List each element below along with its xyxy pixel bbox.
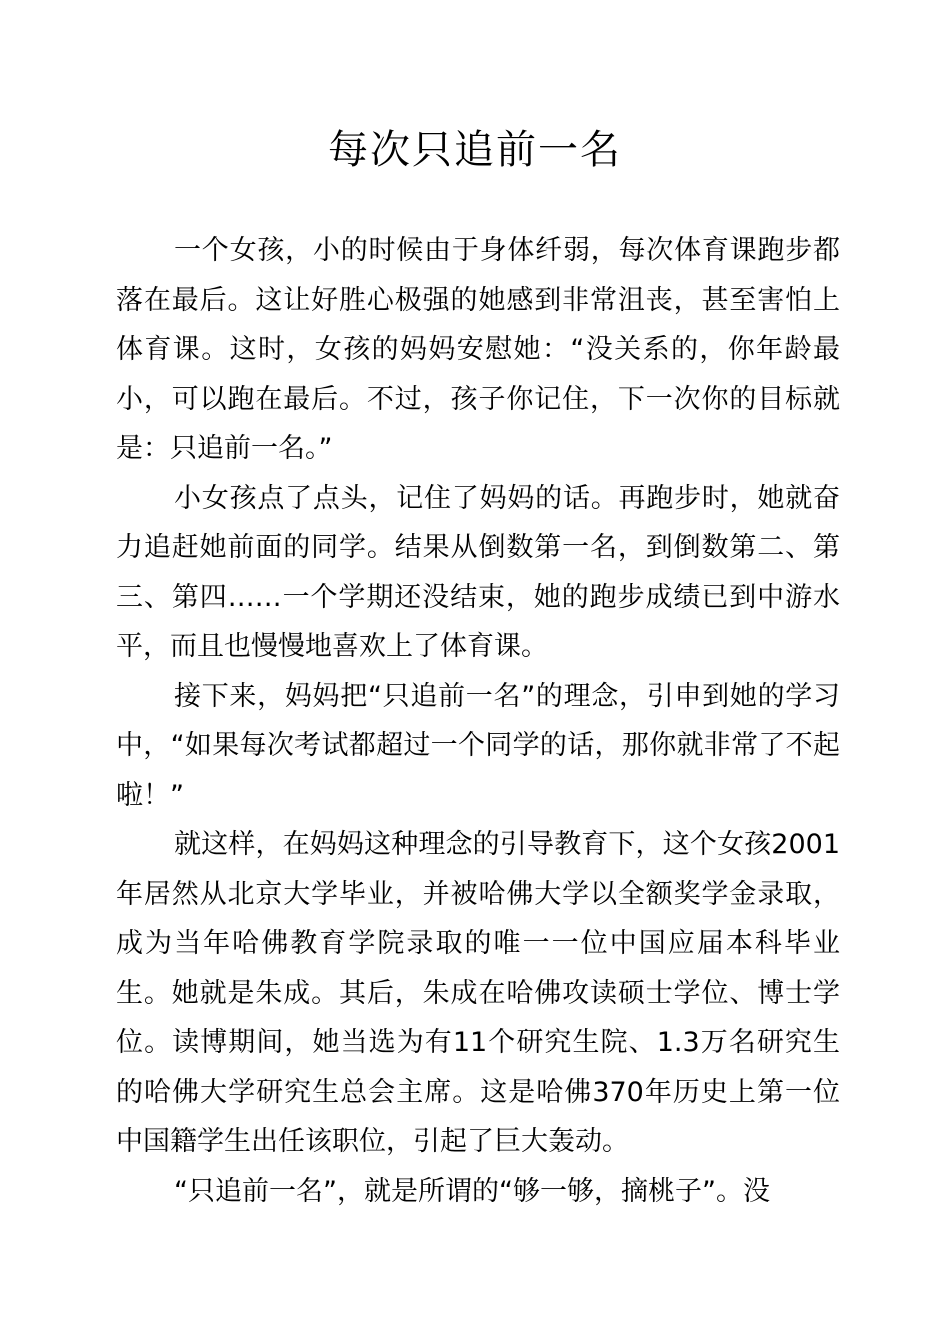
- document-title: 每次只追前一名: [328, 127, 622, 173]
- document-body: [116, 226, 840, 1216]
- paragraph-5: “只追前一名”，就是所谓的“够一够，摘桃子”。没: [174, 1175, 770, 1207]
- paragraph-4: 就这样，在妈妈这种理念的引导教育下，这个女孩2001年居然从北京大学毕业，并被哈佛大学以全额奖学金录取，成为当年哈佛教育学院录取的唯一一位中国应届本科毕业生。她就是朱成。其后，朱成在哈佛攻读硕士学位、博士学位。读博期间，她当选为有11个研究生院、1.3万名研究生的哈佛大学研究生总会主席。这是哈佛370年历史上第一位中国籍学生出任该职位，引起了巨大轰动。: [116, 829, 840, 1157]
- paragraph-2: 小女孩点了点头，记住了妈妈的话。再跑步时，她就奋力追赶她前面的同学。结果从倒数第一名，到倒数第二、第三、第四……一个学期还没结束，她的跑步成绩已到中游水平，而且也慢慢地喜欢上了体育课。: [116, 482, 840, 662]
- paragraph-3: 接下来，妈妈把“只追前一名”的理念，引申到她的学习中，“如果每次考试都超过一个同学的话，那你就非常了不起啦！”: [116, 680, 840, 811]
- paragraph-1: 一个女孩，小的时候由于身体纤弱，每次体育课跑步都落在最后。这让好胜心极强的她感到非常沮丧，甚至害怕上体育课。这时，女孩的妈妈安慰她：“没关系的，你年龄最小，可以跑在最后。不过，孩子你记住，下一次你的目标就是：只追前一名。”: [116, 235, 840, 464]
